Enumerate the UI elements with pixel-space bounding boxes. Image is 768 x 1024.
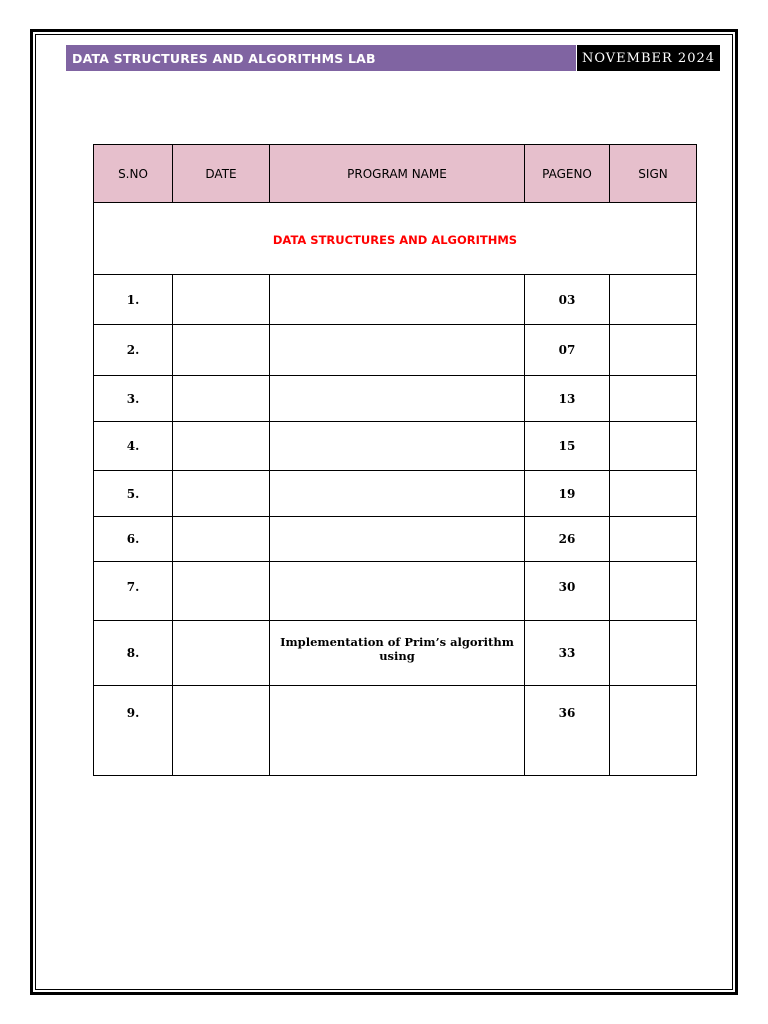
cell-pageno: 26: [525, 517, 610, 562]
cell-program-name: [270, 376, 525, 422]
index-table: [93, 144, 697, 776]
cell-pageno: 13: [525, 376, 610, 422]
section-cell: [94, 203, 697, 275]
cell-sign: [610, 621, 697, 686]
cell-date: [173, 686, 270, 776]
cell-sno: 3.: [94, 376, 173, 422]
cell-sign: [610, 562, 697, 621]
cell-sno: 4.: [94, 422, 173, 471]
cell-pageno: 03: [525, 275, 610, 325]
cell-program-name: [270, 325, 525, 376]
cell-date: [173, 422, 270, 471]
table-row: [94, 275, 697, 325]
cell-program-name: [270, 686, 525, 776]
column-header-date: DATE: [173, 145, 270, 203]
cell-date: [173, 517, 270, 562]
column-header-sign: SIGN: [610, 145, 697, 203]
column-header-sno: S.NO: [94, 145, 173, 203]
section-row: [94, 203, 697, 275]
header-date: NOVEMBER 2024: [581, 50, 716, 66]
cell-sno: 6.: [94, 517, 173, 562]
cell-sno: 2.: [94, 325, 173, 376]
cell-date: [173, 275, 270, 325]
cell-pageno: 15: [525, 422, 610, 471]
cell-pageno: 30: [525, 562, 610, 621]
cell-date: [173, 471, 270, 517]
cell-sign: [610, 325, 697, 376]
cell-sno: 5.: [94, 471, 173, 517]
cell-date: [173, 376, 270, 422]
cell-program-name: [270, 517, 525, 562]
column-header-program-name: PROGRAM NAME: [270, 145, 525, 203]
cell-sno: 8.: [94, 621, 173, 686]
cell-program-name: [270, 422, 525, 471]
table-row: [94, 325, 697, 376]
cell-pageno: 07: [525, 325, 610, 376]
header-title-bar: [66, 45, 576, 71]
cell-program-name: [270, 275, 525, 325]
cell-date: [173, 621, 270, 686]
cell-sno: 7.: [94, 562, 173, 621]
cell-program-name: [270, 621, 525, 686]
cell-sign: [610, 376, 697, 422]
cell-sno: 1.: [94, 275, 173, 325]
program-name-text: Implementation of Prim’s algorithm using: [280, 635, 514, 663]
cell-date: [173, 325, 270, 376]
table-header-row: [94, 145, 697, 203]
table-row: [94, 686, 697, 776]
section-title: DATA STRUCTURES AND ALGORITHMS: [272, 233, 518, 247]
header-title: DATA STRUCTURES AND ALGORITHMS LAB: [72, 50, 376, 66]
cell-sign: [610, 422, 697, 471]
table-row: [94, 621, 697, 686]
column-header-pageno: PAGENO: [525, 145, 610, 203]
table-row: [94, 517, 697, 562]
cell-sign: [610, 517, 697, 562]
table-row: [94, 562, 697, 621]
cell-pageno: 36: [525, 686, 610, 776]
cell-date: [173, 562, 270, 621]
cell-program-name: [270, 562, 525, 621]
cell-sign: [610, 686, 697, 776]
table-row: [94, 422, 697, 471]
cell-pageno: 19: [525, 471, 610, 517]
cell-pageno: 33: [525, 621, 610, 686]
table-row: [94, 376, 697, 422]
cell-program-name: [270, 471, 525, 517]
cell-sno: 9.: [94, 686, 173, 776]
table-row: [94, 471, 697, 517]
header-date-box: [577, 45, 720, 71]
cell-sign: [610, 275, 697, 325]
cell-sign: [610, 471, 697, 517]
